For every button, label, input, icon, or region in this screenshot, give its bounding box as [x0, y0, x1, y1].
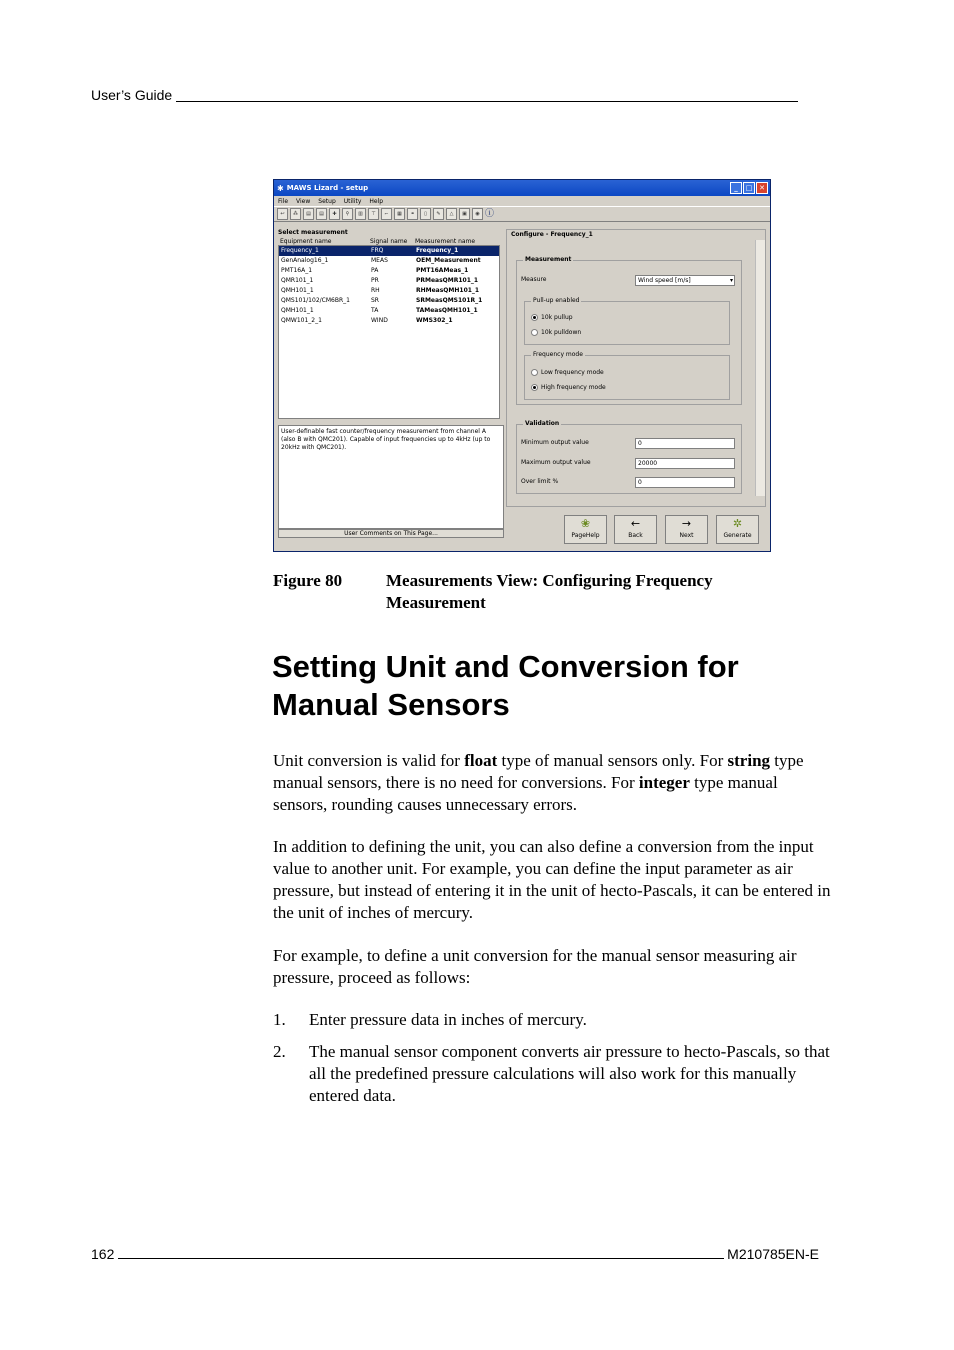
over-limit-input[interactable]: 0	[635, 477, 735, 488]
list-item[interactable]: QMS101/102/CM6BR_1 SR SRMeasQMS101R_1	[281, 297, 483, 304]
maximize-icon[interactable]: □	[743, 182, 755, 194]
configure-title: Configure - Frequency_1	[511, 231, 593, 238]
list-item[interactable]: QMH101_1 RH RHMeasQMH101_1	[281, 287, 480, 294]
radio-high-frequency[interactable]: High frequency mode	[531, 384, 606, 391]
validation-group	[516, 420, 742, 494]
footer-rule	[118, 1244, 724, 1259]
list-item[interactable]: PMT16A_1 PA PMT16AMeas_1	[281, 267, 469, 274]
configure-panel	[506, 229, 766, 507]
max-output-label: Maximum output value	[521, 459, 591, 466]
figure-number: Figure 80	[273, 571, 343, 590]
paragraph-2: In addition to defining the unit, you can also define a conversion from the input value to another unit. For example, you can define the input parameter as air pressure, but instead of entering it in the unit of hecto-Pascals, it can be entered in the unit of inches of mercury.	[273, 837, 831, 922]
document-id: M210785EN-E	[727, 1246, 819, 1262]
measurement-list[interactable]	[278, 245, 500, 419]
toolbar	[274, 206, 770, 222]
min-output-input[interactable]: 0	[635, 438, 735, 449]
running-footer	[91, 1244, 819, 1262]
measure-value: Wind speed [m/s]	[638, 277, 691, 284]
figure-title: Measurements View: Configuring Frequency Measurement	[386, 571, 713, 612]
chevron-down-icon: ▾	[729, 277, 733, 284]
list-item: 2. The manual sensor component converts air pressure to hecto-Pascals, so that all the predefined pressure calculations will also work for this manually entered data.	[273, 1042, 830, 1105]
app-icon: ✱	[277, 183, 284, 193]
back-button[interactable]: ← Back	[614, 515, 657, 544]
pagehelp-icon: ❀	[580, 517, 591, 530]
paragraph-3: For example, to define a unit conversion for the manual sensor measuring air pressure, proceed as follows:	[273, 946, 797, 987]
radio-low-frequency[interactable]: Low frequency mode	[531, 369, 604, 376]
menu-bar	[274, 196, 770, 206]
measure-select[interactable]	[635, 275, 735, 286]
page-number: 162	[91, 1246, 115, 1262]
globe-icon[interactable]: ◉	[472, 208, 483, 220]
frequency-mode-label: Frequency mode	[533, 351, 583, 358]
user-comments-button[interactable]: User Comments on This Page...	[278, 529, 504, 538]
list-item[interactable]: QMW101_2_1 WIND WMS302_1	[281, 317, 453, 324]
page-icon[interactable]: ▯	[420, 208, 431, 220]
min-output-label: Minimum output value	[521, 439, 589, 446]
description-text: User-definable fast counter/frequency measurement from channel A (also B with QMC201). Capable of input frequencies up to 4kHz (up to 20kHz with QMC201).	[281, 428, 491, 451]
menu-setup[interactable]: Setup	[318, 197, 336, 205]
list-item[interactable]: GenAnalog16_1 MEAS OEM_Measurement	[281, 257, 481, 264]
running-header	[91, 87, 811, 103]
description-box[interactable]	[278, 425, 504, 529]
frequency-mode-group	[524, 351, 730, 400]
list-item[interactable]: QMH101_1 TA TAMeasQMH101_1	[281, 307, 478, 314]
paragraph-1: Unit conversion is valid for float type of manual sensors only. For string type manual sensors, there is no need for conversions. For integer type manual sensors, rounding causes unnecessary errors.	[273, 751, 804, 814]
list-item[interactable]: QMR101_1 PR PRMeasQMR101_1	[281, 277, 479, 284]
pullup-group-label: Pull-up enabled	[533, 297, 580, 304]
measure-label: Measure	[521, 276, 547, 283]
close-icon[interactable]: ✕	[756, 182, 768, 194]
measure-icon[interactable]: ⊤	[368, 208, 379, 220]
max-output-input[interactable]: 20000	[635, 458, 735, 469]
tree-icon[interactable]: ⁂	[290, 208, 301, 220]
edit-icon[interactable]: ✎	[433, 208, 444, 220]
validation-group-label: Validation	[525, 420, 560, 427]
menu-help[interactable]: Help	[369, 197, 384, 205]
list-item[interactable]: Frequency_1 FRQ Frequency_1	[279, 246, 499, 256]
minimize-icon[interactable]: _	[730, 182, 742, 194]
pagehelp-button[interactable]: ❀ PageHelp	[564, 515, 607, 544]
next-button[interactable]: → Next	[665, 515, 708, 544]
measurement-group-label: Measurement	[525, 256, 572, 263]
title-bar	[274, 180, 770, 196]
header-rule	[176, 87, 798, 102]
arrow-right-icon: →	[681, 517, 692, 530]
menu-utility[interactable]: Utility	[343, 197, 362, 205]
list-item: 1. Enter pressure data in inches of mercury.	[273, 1010, 587, 1029]
configure-scrollbar[interactable]	[755, 240, 765, 496]
bell-icon[interactable]: △	[446, 208, 457, 220]
figure-caption	[273, 570, 793, 614]
col-measurement[interactable]: Measurement name	[415, 238, 476, 245]
device-icon[interactable]: ▤	[303, 208, 314, 220]
info-icon[interactable]: ⓘ	[485, 209, 495, 219]
section-heading: Setting Unit and Conversion for Manual Sensors	[272, 649, 739, 722]
maws-lizard-window	[273, 179, 771, 552]
io-icon[interactable]: ▥	[355, 208, 366, 220]
open-icon[interactable]: ↩	[277, 208, 288, 220]
flag-icon[interactable]: ✚	[329, 208, 340, 220]
select-measurement-panel	[278, 229, 504, 538]
report-icon[interactable]: ▣	[459, 208, 470, 220]
header-title: User’s Guide	[91, 87, 173, 103]
pullup-group	[524, 297, 730, 345]
arrow-left-icon: ←	[630, 517, 641, 530]
select-panel-title: Select measurement	[278, 229, 348, 236]
generate-button[interactable]: ✲ Generate	[716, 515, 759, 544]
col-signal[interactable]: Signal name	[370, 238, 408, 245]
radio-10k-pulldown[interactable]: 10k pulldown	[531, 329, 581, 336]
menu-view[interactable]: View	[296, 197, 311, 205]
chart-icon[interactable]: ⌐	[381, 208, 392, 220]
measurement-group	[516, 256, 742, 405]
radio-10k-pullup[interactable]: 10k pullup	[531, 314, 573, 321]
device2-icon[interactable]: ▤	[316, 208, 327, 220]
sensor-icon[interactable]: ⚲	[342, 208, 353, 220]
gears-icon: ✲	[732, 517, 743, 530]
window-title: MAWS Lizard - setup	[286, 184, 369, 192]
bars-icon[interactable]: ▦	[394, 208, 405, 220]
link-icon[interactable]: ⚭	[407, 208, 418, 220]
menu-file[interactable]: File	[278, 197, 289, 205]
col-equipment[interactable]: Equipment name	[280, 238, 332, 245]
over-limit-label: Over limit %	[521, 478, 559, 485]
